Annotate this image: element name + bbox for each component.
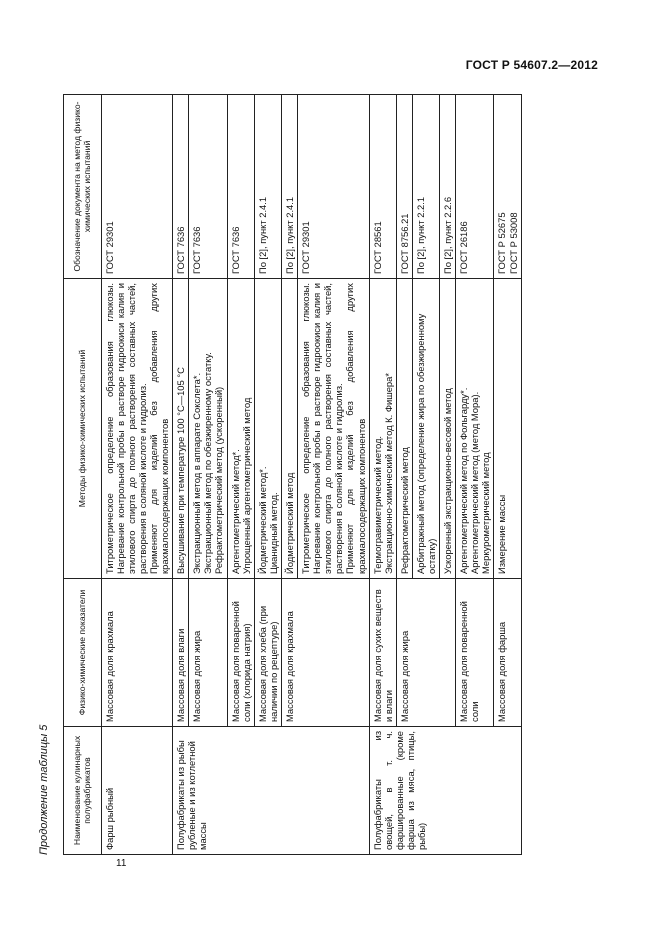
method-cell (227, 279, 254, 579)
indicator-cell: Массовая доля хлеба (при наличии по рецептуре) (254, 579, 281, 727)
product-cell: Фарш рыбный (101, 727, 173, 855)
document-cell: ГОСТ 26186 (456, 95, 494, 279)
indicator-cell: Массовая доля жира (396, 579, 455, 727)
document-cell (494, 95, 521, 279)
method-cell: Арбитражный метод (определение жира по обезжиренному остатку) (412, 279, 439, 579)
document-cell: По [2], пункт 2.2.1 (412, 95, 439, 279)
column-header-indicator: Физико-химические показатели (64, 579, 102, 727)
method-text: Аргентометрический метод (метод Мора). (469, 391, 481, 574)
method-text: Экстракционный метод по обезжиренному остатку. (202, 352, 214, 574)
method-text: Рефрактометрический метод (ускоренный) (213, 386, 225, 574)
method-text: Меркурометрический метод (480, 452, 492, 574)
method-cell (298, 279, 370, 579)
method-text: Применяют для изделий без добавления других крахмалосодержащих компонентов (148, 283, 171, 574)
method-text: Упрощенный аргентометрический метод (240, 397, 252, 574)
document-cell: ГОСТ 29301 (101, 95, 173, 279)
indicator-cell: Массовая доля влаги (173, 579, 189, 727)
product-cell: Полуфабрикаты из овощей, в т. ч. фаршированные (кроме фарша из мяса, птицы, рыбы) (369, 727, 521, 855)
method-cell: Высушивание при температуре 100 °С—105 °С (173, 279, 189, 579)
rotated-table-region (30, 95, 610, 855)
indicator-cell: Массовая доля крахмала (281, 579, 369, 727)
method-text: Экстракционно-химический метод К. Фишера* (382, 372, 394, 574)
document-cell: По [2], пункт 2.2.6 (440, 95, 456, 279)
document-text: ГОСТ Р 53008 (507, 212, 519, 274)
method-cell: Ускоренный экстракционно-весовой метод (440, 279, 456, 579)
indicator-cell: Массовая доля поваренной соли (хлорида натрия) (227, 579, 254, 727)
document-cell: ГОСТ 28561 (369, 95, 396, 279)
method-text: Йодметрический метод*. (256, 466, 268, 574)
column-header-document: Обозначение документа на метод физико-химических испытаний (64, 95, 102, 279)
method-cell (369, 279, 396, 579)
page-number: 11 (116, 858, 127, 869)
method-text: Титрометрическое определение образования глюкозы. Нагревание контрольной пробы в растворе гидроокиси калия и этилового спирта до полного растворения составных частей, растворения в соляной кислоте и гидролиз. (300, 283, 345, 574)
product-cell: Полуфабрикаты из рыбы рубленые и из котлетной массы (173, 727, 369, 855)
indicator-cell: Массовая доля сухих веществ и влаги (369, 579, 396, 727)
table-row (369, 95, 396, 855)
document-text: ГОСТ Р 52675 (496, 212, 508, 274)
document-standard-header: ГОСТ Р 54607.2—2012 (465, 58, 598, 72)
document-cell: ГОСТ 8756.21 (396, 95, 412, 279)
method-cell: Измерение массы (494, 279, 521, 579)
indicator-cell: Массовая доля жира (189, 579, 227, 727)
method-cell (101, 279, 173, 579)
table-header-row (64, 95, 102, 855)
column-header-methods: Методы физико-химических испытаний (64, 279, 102, 579)
method-text: Применяют для изделий без добавления других крахмалосодержащих компонентов (344, 283, 367, 574)
methods-table (63, 94, 522, 855)
document-cell: По [2], пункт 2.4.1 (281, 95, 297, 279)
document-cell: ГОСТ 29301 (298, 95, 370, 279)
method-cell (254, 279, 281, 579)
column-header-product: Наименование кулинарных полуфабрикатов (64, 727, 102, 855)
method-cell (189, 279, 227, 579)
method-text: Аргентометрический метод*. (229, 449, 241, 574)
indicator-cell: Массовая доля фарша (494, 579, 521, 727)
method-text: Цианидный метод. (267, 492, 279, 574)
method-text: Термогравиметрический метод. (371, 435, 383, 574)
table-row (173, 95, 189, 855)
indicator-cell: Массовая доля поваренной соли (456, 579, 494, 727)
method-cell: Йодметрический метод (281, 279, 297, 579)
table-row (101, 95, 173, 855)
method-text: Аргентометрический метод по Фольгарду*. (458, 387, 470, 574)
document-cell: По [2], пункт 2.4.1 (254, 95, 281, 279)
indicator-cell: Массовая доля крахмала (101, 579, 173, 727)
method-text: Титрометрическое определение образования глюкозы. Нагревание контрольной пробы в растворе гидроокиси калия и этилового спирта до полного растворения составных частей, растворения в соляной кислоте и гидролиз. (103, 283, 148, 574)
table-caption: Продолжение таблицы 5 (38, 724, 50, 855)
document-cell: ГОСТ 7636 (189, 95, 227, 279)
document-cell: ГОСТ 7636 (173, 95, 189, 279)
method-cell: Рефрактометрический метод (396, 279, 412, 579)
method-cell (456, 279, 494, 579)
document-cell: ГОСТ 7636 (227, 95, 254, 279)
method-text: Экстракционный метод в аппарате Сокслета*. (191, 372, 203, 574)
